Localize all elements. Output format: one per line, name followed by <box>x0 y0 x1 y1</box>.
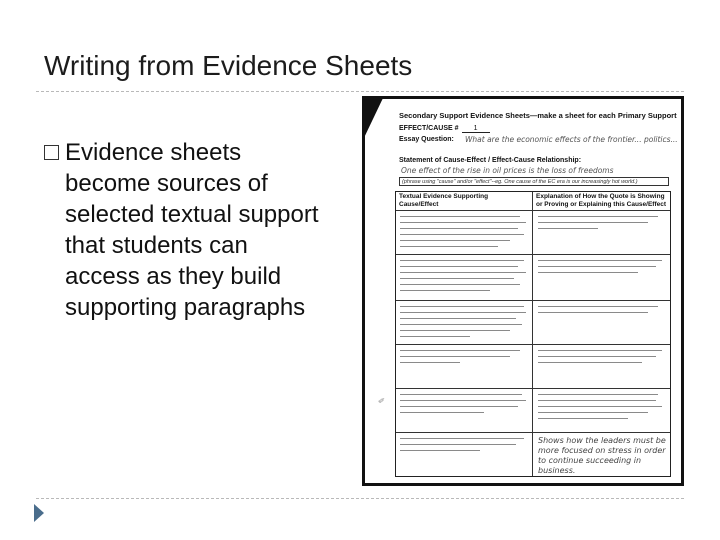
title-divider <box>36 91 684 92</box>
bullet-list <box>44 137 354 323</box>
sheet-heading: Secondary Support Evidence Sheets—make a sheet for each Primary Support <box>399 111 677 120</box>
table-header-evidence: Textual Evidence Supporting Cause/Effect <box>399 193 489 208</box>
margin-annotation: ✎ <box>377 396 388 405</box>
handwritten-explanation-last: Shows how the leaders must be more focused on stress in order to continue succeeding in business. <box>538 436 666 475</box>
phrasing-note: (phrase using "cause" and/or "effect"--eg. One cause of the EC era is our increasingly hot world.) <box>399 177 669 186</box>
table-header-explanation: Explanation of How the Quote is Showing or Proving or Explaining this Cause/Effect <box>536 193 667 208</box>
bullet-line-6: supporting paragraphs <box>65 294 306 321</box>
effect-cause-row: EFFECT/CAUSE # 1 <box>399 125 490 133</box>
bullet-line-2: become sources of <box>65 170 268 197</box>
bullet-item <box>44 137 354 168</box>
triangle-right-icon[interactable] <box>34 504 44 522</box>
evidence-sheet-image <box>362 96 684 486</box>
essay-question-label: Essay Question: <box>399 136 454 143</box>
bullet-line-4: that students can <box>65 232 248 259</box>
footer-divider <box>36 498 684 499</box>
evidence-table <box>395 191 671 477</box>
bullet-line-3: selected textual support <box>65 201 319 228</box>
bullet-line-5: access as they build <box>65 263 282 290</box>
handwritten-statement: One effect of the rise in oil prices is the loss of freedoms <box>401 166 614 175</box>
slide-title: Writing from Evidence Sheets <box>44 50 413 81</box>
handwritten-question: What are the economic effects of the frontier... politics... <box>465 135 678 144</box>
effect-cause-number: 1 <box>462 125 490 133</box>
checkbox-bullet-icon <box>44 145 59 160</box>
bullet-line-1: Evidence sheets <box>65 139 242 166</box>
statement-label: Statement of Cause-Effect / Effect-Cause Relationship: <box>399 157 582 164</box>
